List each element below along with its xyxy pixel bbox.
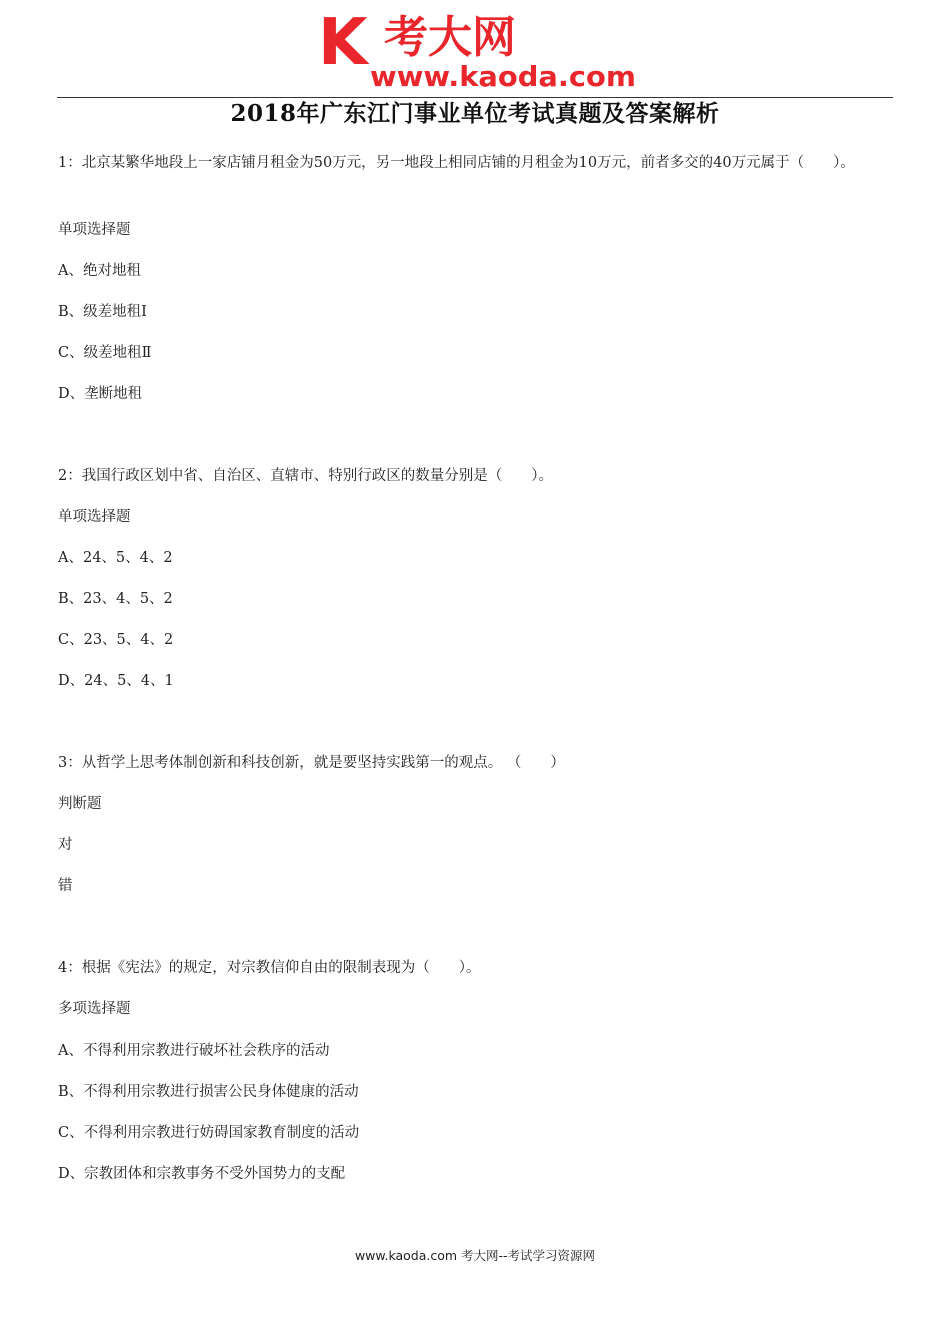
logo-letter: K bbox=[318, 8, 368, 80]
question-2-option-a[interactable]: A、24、5、4、2 bbox=[58, 550, 173, 566]
question-4-type: 多项选择题 bbox=[58, 1001, 131, 1017]
question-1-stem: 1：北京某繁华地段上一家店铺月租金为50万元，另一地段上相同店铺的月租金为10万元，前者多交的40万元属于（ ）。 bbox=[58, 155, 855, 171]
question-3-stem: 3：从哲学上思考体制创新和科技创新，就是要坚持实践第一的观点。 （ ） bbox=[58, 755, 565, 771]
question-2-type: 单项选择题 bbox=[58, 509, 131, 525]
question-1-option-b[interactable]: B、级差地租Ⅰ bbox=[58, 304, 147, 320]
question-2-option-c[interactable]: C、23、5、4、2 bbox=[58, 632, 174, 648]
question-1-option-d[interactable]: D、垄断地租 bbox=[58, 386, 143, 402]
question-4-option-b[interactable]: B、不得利用宗教进行损害公民身体健康的活动 bbox=[58, 1084, 359, 1100]
question-4-option-a[interactable]: A、不得利用宗教进行破坏社会秩序的活动 bbox=[58, 1043, 330, 1059]
question-1-type: 单项选择题 bbox=[58, 222, 131, 238]
question-3-option-true[interactable]: 对 bbox=[58, 837, 73, 853]
page-footer[interactable]: www.kaoda.com 考大网--考试学习资源网 bbox=[354, 1248, 596, 1263]
question-3-type: 判断题 bbox=[58, 796, 102, 812]
document-title: 2018年广东江门事业单位考试真题及答案解析 bbox=[230, 100, 720, 127]
question-1-option-a[interactable]: A、绝对地租 bbox=[58, 263, 141, 279]
question-2-option-b[interactable]: B、23、4、5、2 bbox=[58, 591, 173, 607]
question-4-option-c[interactable]: C、不得利用宗教进行妨碍国家教育制度的活动 bbox=[58, 1125, 360, 1141]
question-4-stem: 4：根据《宪法》的规定，对宗教信仰自由的限制表现为（ ）。 bbox=[58, 960, 481, 976]
logo-graphic bbox=[318, 8, 640, 90]
site-logo[interactable] bbox=[318, 8, 640, 90]
question-4-option-d[interactable]: D、宗教团体和宗教事务不受外国势力的支配 bbox=[58, 1166, 346, 1182]
question-1-option-c[interactable]: C、级差地租Ⅱ bbox=[58, 345, 152, 361]
logo-name: 考大网 bbox=[384, 12, 516, 63]
question-2-option-d[interactable]: D、24、5、4、1 bbox=[58, 673, 174, 689]
question-2-stem: 2：我国行政区划中省、自治区、直辖市、特别行政区的数量分别是（ ）。 bbox=[58, 468, 553, 484]
question-3-option-false[interactable]: 错 bbox=[58, 878, 73, 894]
logo-url: www.kaoda.com bbox=[370, 60, 636, 90]
